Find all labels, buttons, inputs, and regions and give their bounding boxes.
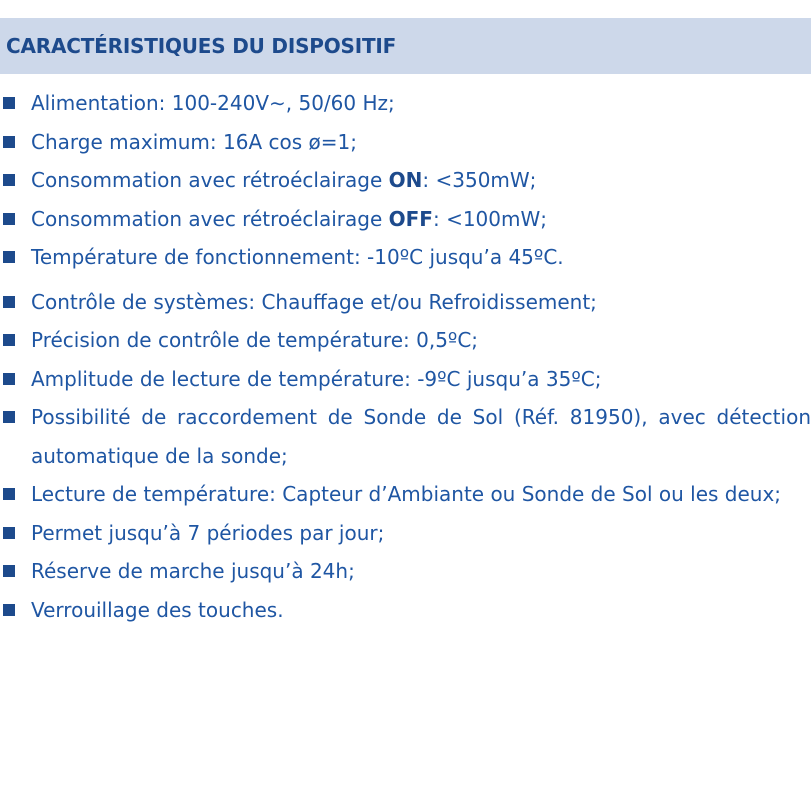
spec-emphasis-on: ON [388,168,423,192]
square-bullet-icon [3,251,15,263]
section-header [0,18,811,74]
spec-text: Charge maximum: 16A cos ø=1; [31,129,357,154]
spec-item-charge [0,123,811,162]
spec-item-reserve [0,552,811,591]
spec-text: Réserve de marche jusqu’à 24h; [31,559,355,583]
spec-text: Consommation avec rétroéclairage [31,168,389,192]
spec-text: Amplitude de lecture de température: -9ºC jusqu’a 35ºC; [31,366,602,391]
square-bullet-icon [3,334,15,346]
spec-item-verrouillage [0,591,811,630]
spec-list [0,84,811,629]
spec-item-alimentation [0,84,811,123]
section-title: CARACTÉRISTIQUES DU DISPOSITIF [6,34,397,58]
spec-text: Alimentation: 100-240V∼, 50/60 Hz; [31,91,395,115]
square-bullet-icon [3,213,15,225]
spec-text: Consommation avec rétroéclairage [31,206,389,231]
spec-text: Permet jusqu’à 7 périodes par jour; [31,520,385,545]
square-bullet-icon [3,565,15,577]
spec-text: : <350mW; [422,168,537,192]
spec-text: Précision de contrôle de température: 0,5ºC; [31,328,479,352]
square-bullet-icon [3,488,15,500]
spec-item-consommation-on [0,161,811,200]
spec-text: : <100mW; [432,206,547,231]
square-bullet-icon [3,296,15,308]
square-bullet-icon [3,136,15,148]
spec-text: Température de fonctionnement: -10ºC jusqu’a 45ºC. [31,245,564,269]
spec-emphasis-off: OFF [388,206,433,231]
spec-item-periodes [0,514,811,553]
spec-item-temperature-fonctionnement [0,238,811,277]
spec-item-amplitude [0,360,811,399]
spec-item-sonde-sol [0,398,811,475]
square-bullet-icon [3,373,15,385]
spec-item-lecture [0,475,811,514]
square-bullet-icon [3,411,15,423]
spec-item-controle-systemes [0,283,811,322]
spec-text: Possibilité de raccordement de Sonde de Sol (Réf. 81950), avec détection automatique de la sonde; [31,405,811,468]
spec-text: Lecture de température: Capteur d’Ambiante ou Sonde de Sol ou les deux; [31,482,782,506]
spec-text: Contrôle de systèmes: Chauffage et/ou Refroidissement; [31,289,597,314]
spec-item-consommation-off [0,200,811,239]
square-bullet-icon [3,174,15,186]
square-bullet-icon [3,97,15,109]
square-bullet-icon [3,527,15,539]
spec-text: Verrouillage des touches. [31,597,284,622]
square-bullet-icon [3,604,15,616]
spec-item-precision [0,321,811,360]
